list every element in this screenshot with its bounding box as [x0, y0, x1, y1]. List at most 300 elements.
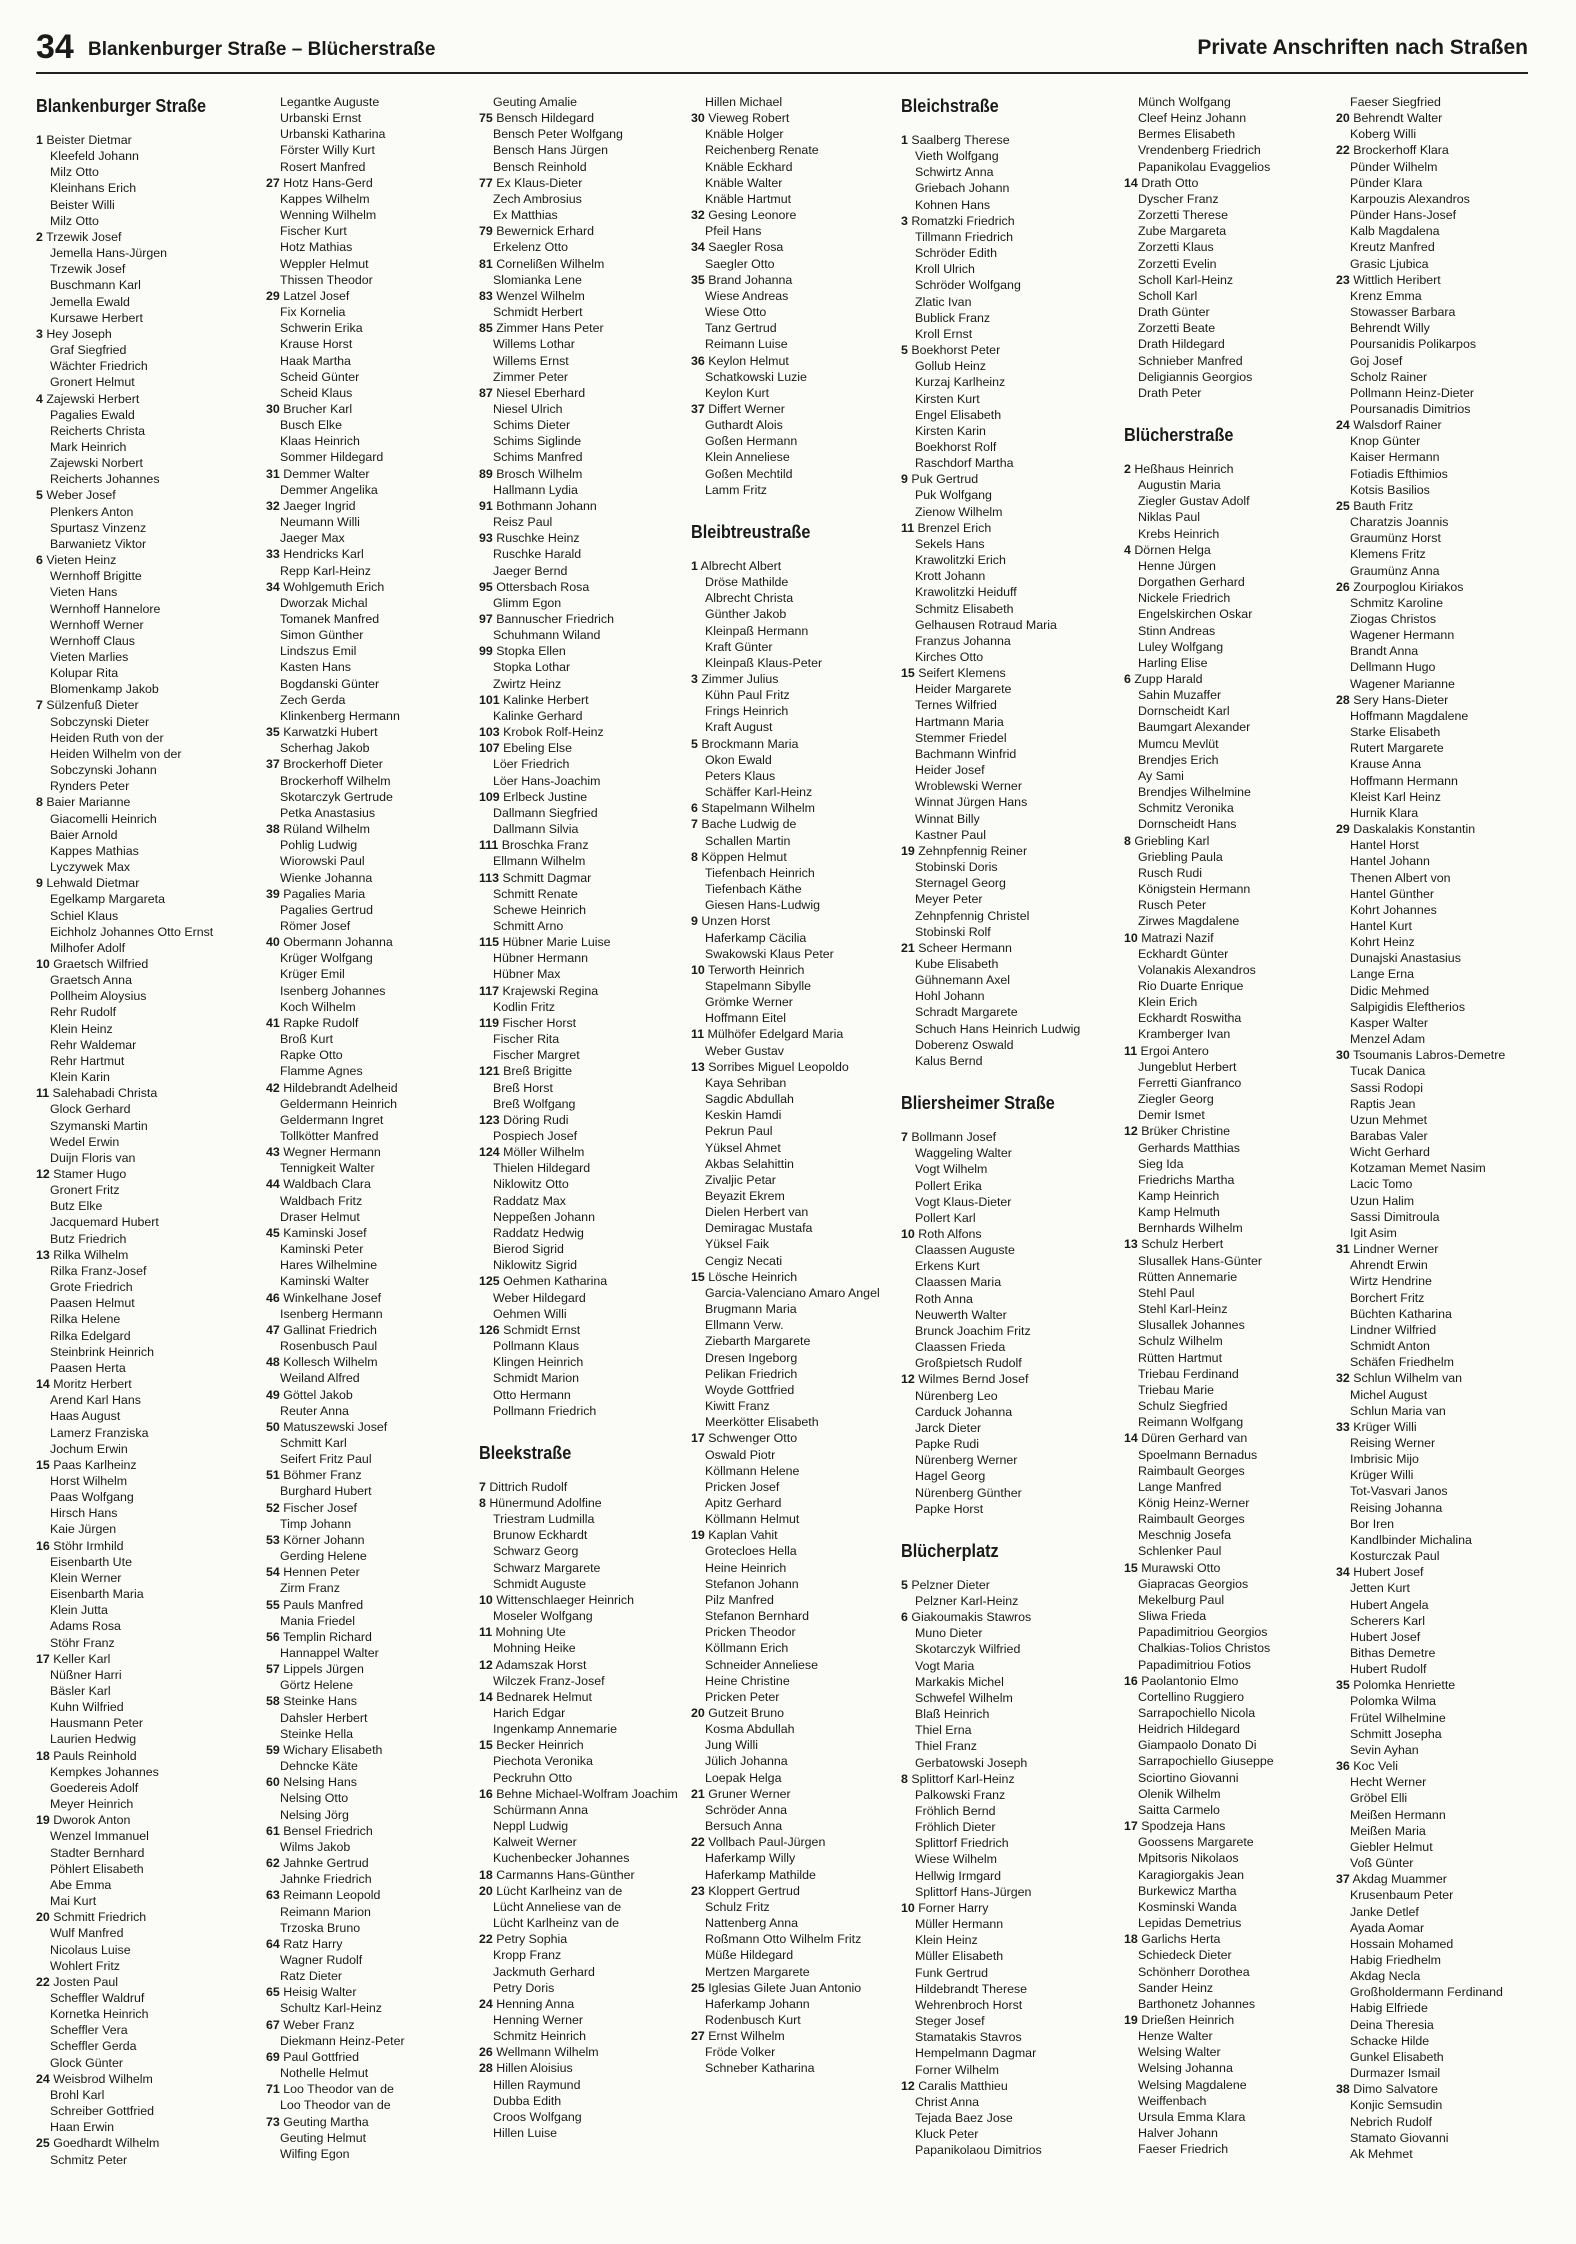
resident-entry: Graf Siegfried: [50, 343, 127, 358]
resident-entry: Wenzel Immanuel: [50, 1829, 149, 1844]
resident-entry: Haferkamp Willy: [705, 1851, 796, 1866]
resident-entry: 34 Hubert Josef: [1336, 1565, 1424, 1580]
house-number: 93: [479, 531, 493, 546]
resident-entry: Hantel Johann: [1350, 854, 1430, 869]
house-number: 10: [479, 1592, 493, 1607]
resident-entry: Apitz Gerhard: [705, 1495, 782, 1510]
resident-entry: Rynders Peter: [50, 779, 130, 794]
resident-entry: Bäsler Karl: [50, 1684, 111, 1698]
resident-entry: Luley Wolfgang: [1138, 639, 1224, 654]
house-number: 37: [691, 401, 705, 416]
resident-entry: Brendjes Erich: [1138, 752, 1219, 767]
house-number: 51: [266, 1468, 280, 1483]
resident-entry: Reimann Wolfgang: [1138, 1415, 1244, 1430]
house-number: 12: [1124, 1124, 1138, 1139]
resident-entry: Schäfen Friedhelm: [1350, 1355, 1454, 1370]
resident-entry: Kirsten Karin: [915, 423, 986, 438]
resident-entry: Schmidt Herbert: [493, 305, 583, 320]
house-number: 77: [479, 175, 493, 190]
house-number: 32: [266, 498, 280, 513]
house-number: 14: [36, 1377, 50, 1392]
resident-entry: Breß Wolfgang: [493, 1096, 576, 1111]
resident-entry: Niklowitz Sigrid: [493, 1258, 577, 1273]
resident-entry: Dyscher Franz: [1138, 191, 1219, 206]
resident-entry: Kalus Bernd: [915, 1053, 983, 1068]
house-number: 48: [266, 1355, 280, 1370]
resident-entry: Fröde Volker: [705, 2045, 776, 2060]
resident-entry: Rusch Peter: [1138, 898, 1207, 913]
resident-entry: Wilms Jakob: [280, 1839, 351, 1854]
resident-entry: Charatzis Joannis: [1350, 515, 1449, 530]
resident-entry: 25 Bauth Fritz: [1336, 498, 1414, 513]
resident-entry: Peckruhn Otto: [493, 1770, 573, 1785]
resident-entry: Pollert Karl: [915, 1210, 976, 1225]
house-number: 34: [1336, 1565, 1350, 1580]
resident-entry: 34 Saegler Rosa: [691, 240, 784, 255]
resident-entry: Kasper Walter: [1350, 1015, 1429, 1030]
resident-entry: Tomanek Manfred: [280, 612, 380, 626]
resident-entry: Dallmann Silvia: [493, 822, 579, 837]
resident-entry: Stehl Paul: [1138, 1285, 1195, 1300]
resident-entry: Neppeßen Johann: [493, 1209, 595, 1224]
house-number: 12: [901, 1372, 915, 1387]
house-number: 14: [1124, 175, 1138, 190]
resident-entry: 113 Schmitt Dagmar: [479, 870, 592, 885]
resident-entry: 117 Krajewski Regina: [479, 983, 599, 998]
house-number: 11: [479, 1625, 493, 1640]
resident-entry: Meißen Maria: [1350, 1823, 1426, 1838]
resident-entry: Hannappel Walter: [280, 1646, 379, 1660]
resident-entry: Nattenberg Anna: [705, 1916, 799, 1931]
house-number: 123: [479, 1112, 500, 1127]
section-title: Private Anschriften nach Straßen: [1197, 36, 1528, 59]
resident-entry: Cengiz Necati: [705, 1253, 783, 1268]
house-number: 35: [691, 272, 705, 287]
resident-entry: Tucak Danica: [1350, 1064, 1426, 1079]
column-4: [691, 94, 911, 2077]
resident-entry: Triebau Ferdinand: [1138, 1366, 1239, 1381]
house-number: 25: [691, 1980, 705, 1995]
resident-entry: 111 Broschka Franz: [479, 838, 589, 853]
resident-entry: 22 Petry Sophia: [479, 1932, 568, 1947]
resident-entry: 35 Brand Johanna: [691, 272, 793, 287]
resident-entry: Wächter Friedrich: [50, 359, 148, 374]
house-number: 32: [691, 208, 705, 223]
resident-entry: Kraft August: [705, 720, 773, 735]
resident-entry: Barabas Valer: [1350, 1129, 1428, 1143]
resident-entry: Pünder Klara: [1350, 175, 1423, 190]
resident-entry: 55 Pauls Manfred: [266, 1597, 364, 1612]
resident-entry: Kappes Mathias: [50, 843, 139, 858]
resident-entry: Zech Gerda: [280, 692, 346, 707]
house-number: 13: [691, 1059, 705, 1074]
resident-entry: Oswald Piotr: [705, 1447, 776, 1462]
resident-entry: Giapracas Georgios: [1138, 1576, 1249, 1591]
resident-entry: Kroll Ulrich: [915, 262, 975, 277]
resident-entry: 5 Boekhorst Peter: [901, 343, 1001, 358]
resident-entry: 37 Akdag Muammer: [1336, 1872, 1447, 1887]
resident-entry: Zlatic Ivan: [915, 294, 972, 309]
resident-entry: 18 Carmanns Hans-Günther: [479, 1867, 635, 1882]
resident-entry: Reicherts Christa: [50, 423, 146, 438]
resident-entry: Reuter Anna: [280, 1403, 349, 1418]
resident-entry: Albrecht Christa: [705, 591, 794, 606]
resident-entry: Reimann Luise: [705, 337, 788, 352]
resident-entry: Yüksel Ahmet: [705, 1140, 781, 1155]
resident-entry: Akdag Necla: [1350, 1969, 1421, 1984]
house-number: 24: [1336, 418, 1350, 433]
resident-entry: Pollmann Heinz-Dieter: [1350, 385, 1474, 400]
house-number: 19: [901, 843, 915, 858]
resident-entry: Swakowski Klaus Peter: [705, 946, 834, 961]
resident-entry: Heider Margarete: [915, 682, 1012, 697]
house-number: 107: [479, 741, 500, 756]
house-number: 18: [1124, 1932, 1138, 1947]
resident-entry: Thenen Albert von: [1350, 870, 1451, 885]
resident-entry: 6 Vieten Heinz: [36, 553, 117, 568]
resident-entry: Gollub Heinz: [915, 359, 986, 374]
resident-entry: Thissen Theodor: [280, 272, 373, 287]
resident-entry: Wicht Gerhard: [1350, 1145, 1430, 1160]
resident-entry: Habig Friedhelm: [1350, 1952, 1441, 1967]
resident-entry: Christ Anna: [915, 2094, 980, 2109]
resident-entry: Niesel Ulrich: [493, 401, 563, 416]
resident-entry: 16 Paolantonio Elmo: [1124, 1673, 1239, 1688]
resident-entry: Tillmann Friedrich: [915, 229, 1013, 244]
house-number: 85: [479, 321, 493, 336]
resident-entry: 124 Möller Wilhelm: [479, 1145, 585, 1160]
resident-entry: Haferkamp Cäcilia: [705, 930, 807, 945]
resident-entry: Kamp Helmuth: [1138, 1205, 1220, 1220]
resident-entry: Rusch Rudi: [1138, 865, 1203, 880]
resident-entry: Zirm Franz: [280, 1581, 340, 1596]
resident-entry: 18 Garlichs Herta: [1124, 1932, 1221, 1947]
resident-entry: Weber Gustav: [705, 1043, 784, 1058]
resident-entry: Erkens Kurt: [915, 1259, 980, 1274]
resident-entry: Bensch Reinhold: [493, 159, 587, 174]
resident-entry: Imbrisic Mijo: [1350, 1452, 1419, 1467]
resident-entry: Sternagel Georg: [915, 876, 1006, 891]
resident-entry: Schuch Hans Heinrich Ludwig: [915, 1021, 1081, 1036]
resident-entry: Nebrich Rudolf: [1350, 2114, 1432, 2129]
resident-entry: 41 Rapke Rudolf: [266, 1015, 359, 1030]
resident-entry: Paas Wolfgang: [50, 1490, 134, 1505]
resident-entry: 43 Wegner Hermann: [266, 1145, 381, 1160]
house-number: 21: [691, 1786, 705, 1801]
resident-entry: Kasten Hans: [280, 660, 351, 675]
resident-entry: Steinke Hella: [280, 1726, 354, 1741]
resident-entry: Reimann Marion: [280, 1904, 371, 1919]
resident-entry: Gröbel Elli: [1350, 1791, 1408, 1806]
resident-entry: 7 Bache Ludwig de: [691, 817, 797, 832]
street-heading: Bleekstraße: [479, 1441, 572, 1463]
resident-entry: Bierod Sigrid: [493, 1242, 564, 1257]
resident-entry: Jackmuth Gerhard: [493, 1964, 595, 1979]
resident-entry: Schulz Wilhelm: [1138, 1334, 1223, 1349]
resident-entry: Grasic Ljubica: [1350, 256, 1429, 271]
resident-entry: Uzun Halim: [1350, 1193, 1415, 1208]
resident-entry: Dielen Herbert van: [705, 1205, 809, 1220]
resident-entry: Kaminski Walter: [280, 1274, 370, 1289]
resident-entry: Zivaljic Petar: [705, 1172, 776, 1187]
house-number: 3: [901, 213, 908, 228]
resident-entry: Schröder Edith: [915, 246, 997, 261]
resident-entry: Wulf Manfred: [50, 1926, 124, 1941]
resident-entry: Knop Günter: [1350, 434, 1421, 449]
house-number: 33: [266, 547, 280, 562]
resident-entry: Engel Elisabeth: [915, 407, 1002, 422]
resident-entry: Sobczynski Johann: [50, 763, 157, 778]
resident-entry: Otto Hermann: [493, 1387, 571, 1402]
resident-entry: 109 Erlbeck Justine: [479, 789, 588, 804]
resident-entry: Kotsis Basilios: [1350, 482, 1430, 497]
resident-entry: 11 Mohning Ute: [479, 1625, 566, 1640]
resident-entry: 31 Lindner Werner: [1336, 1242, 1439, 1257]
resident-entry: Krause Anna: [1350, 757, 1421, 772]
resident-entry: Thielen Hildegard: [493, 1161, 591, 1176]
resident-entry: Zorzetti Beate: [1138, 321, 1216, 336]
resident-entry: Pricken Josef: [705, 1479, 780, 1494]
resident-entry: Schmitt Renate: [493, 886, 578, 901]
resident-entry: Schmitt Josepha: [1350, 1726, 1442, 1741]
resident-entry: Kalb Magdalena: [1350, 224, 1440, 239]
resident-entry: 15 Murawski Otto: [1124, 1560, 1221, 1575]
resident-entry: Lange Erna: [1350, 967, 1415, 982]
resident-entry: Sander Heinz: [1138, 1980, 1214, 1995]
resident-entry: Krott Johann: [915, 569, 986, 584]
resident-entry: Willems Ernst: [493, 353, 569, 368]
resident-entry: Schnieber Manfred: [1138, 353, 1243, 368]
house-number: 17: [691, 1431, 705, 1446]
resident-entry: 20 Lücht Karlheinz van de: [479, 1883, 623, 1898]
resident-entry: Demir Ismet: [1138, 1108, 1205, 1123]
resident-entry: 20 Schmitt Friedrich: [36, 1910, 147, 1925]
resident-entry: Hillen Luise: [493, 2126, 558, 2141]
resident-entry: Lücht Anneliese van de: [493, 1899, 622, 1914]
resident-entry: 7 Bollmann Josef: [901, 1130, 997, 1145]
resident-entry: Bensch Hans Jürgen: [493, 143, 609, 158]
resident-entry: Goßen Hermann: [705, 434, 798, 449]
resident-entry: Weber Hildegard: [493, 1290, 586, 1305]
resident-entry: Zech Ambrosius: [493, 191, 582, 206]
resident-entry: Yüksel Faik: [705, 1237, 770, 1252]
resident-entry: Voß Günter: [1350, 1856, 1414, 1871]
resident-entry: Trzoska Bruno: [280, 1920, 361, 1935]
resident-entry: Mai Kurt: [50, 1894, 97, 1909]
resident-entry: Krebs Heinrich: [1138, 526, 1220, 541]
resident-entry: Jochum Erwin: [50, 1441, 128, 1456]
resident-entry: Wiese Andreas: [705, 288, 789, 303]
resident-entry: Nürenberg Günther: [915, 1485, 1022, 1500]
resident-entry: 29 Latzel Josef: [266, 288, 350, 303]
resident-entry: Cleef Heinz Johann: [1138, 111, 1247, 126]
resident-entry: Raschdorf Martha: [915, 456, 1014, 471]
house-number: 16: [36, 1538, 50, 1553]
resident-entry: Jaeger Max: [280, 531, 345, 546]
resident-entry: Eckhardt Günter: [1138, 946, 1229, 961]
resident-entry: Ellmann Wilhelm: [493, 854, 586, 869]
resident-entry: Wiese Otto: [705, 305, 767, 320]
resident-entry: Schims Manfred: [493, 450, 583, 465]
resident-entry: Papadimitriou Georgios: [1138, 1625, 1268, 1640]
resident-entry: Klaas Heinrich: [280, 434, 360, 449]
resident-entry: Isenberg Johannes: [280, 983, 386, 998]
resident-entry: 30 Vieweg Robert: [691, 111, 790, 126]
resident-entry: 6 Zupp Harald: [1124, 672, 1203, 686]
resident-entry: Krause Horst: [280, 337, 353, 352]
house-number: 11: [36, 1086, 50, 1101]
resident-entry: Lyczywek Max: [50, 860, 131, 875]
resident-entry: Pagalies Gertrud: [280, 902, 373, 917]
resident-entry: Schulz Fritz: [705, 1899, 770, 1914]
resident-entry: Stadter Bernhard: [50, 1845, 145, 1860]
resident-entry: Dubba Edith: [493, 2093, 562, 2108]
house-number: 22: [36, 1974, 50, 1989]
resident-entry: Köllmann Helene: [705, 1463, 800, 1478]
resident-entry: Zorzetti Klaus: [1138, 240, 1214, 255]
resident-entry: 79 Bewernick Erhard: [479, 224, 595, 239]
resident-entry: 9 Lehwald Dietmar: [36, 876, 140, 891]
resident-entry: Duijn Floris van: [50, 1150, 136, 1165]
house-number: 17: [1124, 1819, 1138, 1834]
resident-entry: 24 Weisbrod Wilhelm: [36, 2071, 153, 2086]
house-number: 14: [1124, 1431, 1138, 1446]
resident-entry: Koberg Willi: [1350, 127, 1417, 142]
resident-entry: Gerbatowski Joseph: [915, 1755, 1028, 1770]
resident-entry: Kodlin Fritz: [493, 999, 555, 1014]
resident-entry: Müller Hermann: [915, 1917, 1004, 1932]
resident-entry: Reising Johanna: [1350, 1500, 1443, 1515]
resident-entry: Hillen Raymund: [493, 2077, 581, 2092]
resident-entry: Hossain Mohamed: [1350, 1936, 1454, 1951]
resident-entry: 39 Pagalies Maria: [266, 886, 366, 901]
resident-entry: Bithas Demetre: [1350, 1646, 1436, 1660]
resident-entry: Kornetka Heinrich: [50, 2007, 149, 2022]
resident-entry: Kühn Paul Fritz: [705, 688, 790, 703]
resident-entry: Klemens Fritz: [1350, 547, 1426, 562]
resident-entry: Petry Doris: [493, 1980, 555, 1995]
house-number: 34: [266, 579, 280, 594]
directory-columns: [36, 94, 1536, 2224]
resident-entry: Hurnik Klara: [1350, 805, 1419, 820]
house-number: 20: [36, 1910, 50, 1925]
resident-entry: Augustin Maria: [1138, 478, 1221, 493]
resident-entry: 14 Bednarek Helmut: [479, 1689, 592, 1704]
resident-entry: Nothelle Helmut: [280, 2066, 369, 2081]
resident-entry: 10 Graetsch Wilfried: [36, 956, 149, 971]
resident-entry: 14 Moritz Herbert: [36, 1377, 132, 1392]
resident-entry: Blaß Heinrich: [915, 1707, 990, 1722]
resident-entry: 19 Dworok Anton: [36, 1813, 131, 1828]
resident-entry: Kolupar Rita: [50, 666, 119, 681]
resident-entry: Skotarczyk Gertrude: [280, 789, 393, 804]
resident-entry: Spoelmann Bernadus: [1138, 1447, 1258, 1462]
resident-entry: Dunajski Anastasius: [1350, 951, 1461, 966]
house-number: 42: [266, 1080, 280, 1095]
resident-entry: Zimmer Peter: [493, 369, 569, 384]
resident-entry: 93 Ruschke Heinz: [479, 531, 580, 546]
resident-entry: 17 Keller Karl: [36, 1651, 111, 1666]
house-number: 25: [1336, 498, 1350, 513]
resident-entry: 8 Köppen Helmut: [691, 849, 787, 864]
resident-entry: 57 Lippels Jürgen: [266, 1662, 364, 1677]
resident-entry: Kiwitt Franz: [705, 1399, 770, 1414]
resident-entry: Claassen Frieda: [915, 1340, 1006, 1355]
resident-entry: Roth Anna: [915, 1291, 973, 1306]
resident-entry: Wagener Marianne: [1350, 676, 1455, 691]
resident-entry: Wehrenbroch Horst: [915, 1997, 1023, 2012]
house-number: 60: [266, 1775, 280, 1790]
resident-entry: 33 Hendricks Karl: [266, 547, 364, 562]
resident-entry: Rehr Waldemar: [50, 1037, 137, 1052]
resident-entry: 87 Niesel Eberhard: [479, 385, 586, 400]
resident-entry: 21 Scheer Hermann: [901, 940, 1012, 955]
resident-entry: 85 Zimmer Hans Peter: [479, 321, 604, 336]
resident-entry: Drath Peter: [1138, 385, 1202, 400]
resident-entry: Brendjes Wilhelmine: [1138, 785, 1251, 800]
column-2: [266, 94, 486, 2162]
resident-entry: Niklas Paul: [1138, 510, 1200, 525]
house-number: 59: [266, 1742, 280, 1757]
house-number: 13: [36, 1247, 50, 1262]
house-number: 21: [901, 940, 915, 955]
resident-entry: Meyer Peter: [915, 892, 983, 907]
resident-entry: 35 Karwatzki Hubert: [266, 725, 378, 740]
resident-entry: 61 Bensel Friedrich: [266, 1823, 373, 1838]
resident-entry: Krüger Emil: [280, 967, 345, 982]
resident-entry: Lepidas Demetrius: [1138, 1916, 1242, 1931]
resident-entry: Stobinski Rolf: [915, 924, 991, 939]
house-number: 15: [1124, 1560, 1138, 1575]
resident-entry: Busch Elke: [280, 418, 342, 433]
resident-entry: Mekelburg Paul: [1138, 1592, 1225, 1607]
resident-entry: 10 Terworth Heinrich: [691, 962, 805, 977]
house-number: 3: [691, 672, 698, 686]
resident-entry: Glimm Egon: [493, 595, 562, 610]
resident-entry: 101 Kalinke Herbert: [479, 692, 589, 707]
resident-entry: Großpietsch Rudolf: [915, 1356, 1022, 1371]
house-number: 50: [266, 1419, 280, 1434]
resident-entry: Broß Kurt: [280, 1032, 334, 1047]
resident-entry: Reicherts Johannes: [50, 472, 160, 487]
resident-entry: Konjic Semsudin: [1350, 2098, 1443, 2113]
resident-entry: Ziebarth Margarete: [705, 1334, 811, 1349]
resident-entry: Kohnen Hans: [915, 197, 991, 212]
house-number: 1: [691, 558, 698, 573]
resident-entry: Klingen Heinrich: [493, 1355, 584, 1370]
resident-entry: Pünder Hans-Josef: [1350, 208, 1457, 223]
resident-entry: Wagner Rudolf: [280, 1952, 363, 1967]
resident-entry: Harich Edgar: [493, 1706, 566, 1720]
house-number: 31: [1336, 1242, 1350, 1257]
house-number: 69: [266, 2049, 280, 2064]
house-number: 4: [1124, 542, 1131, 557]
resident-entry: Wilczek Franz-Josef: [493, 1673, 605, 1688]
resident-entry: Kluck Peter: [915, 2127, 979, 2142]
resident-entry: Jemella Ewald: [50, 294, 130, 309]
resident-entry: Zorzetti Therese: [1138, 208, 1228, 223]
column-1: [36, 94, 256, 2168]
resident-entry: 19 Zehnpfennig Reiner: [901, 843, 1028, 858]
resident-entry: Sobczynski Dieter: [50, 714, 150, 729]
house-number: 20: [1336, 111, 1350, 126]
house-number: 29: [1336, 822, 1350, 837]
resident-entry: Hotz Mathias: [280, 240, 353, 255]
resident-entry: Glock Gerhard: [50, 1102, 131, 1117]
resident-entry: Ziegler Gustav Adolf: [1138, 494, 1250, 509]
resident-entry: Slusallek Hans-Günter: [1138, 1253, 1262, 1268]
resident-entry: Harling Elise: [1138, 655, 1208, 670]
